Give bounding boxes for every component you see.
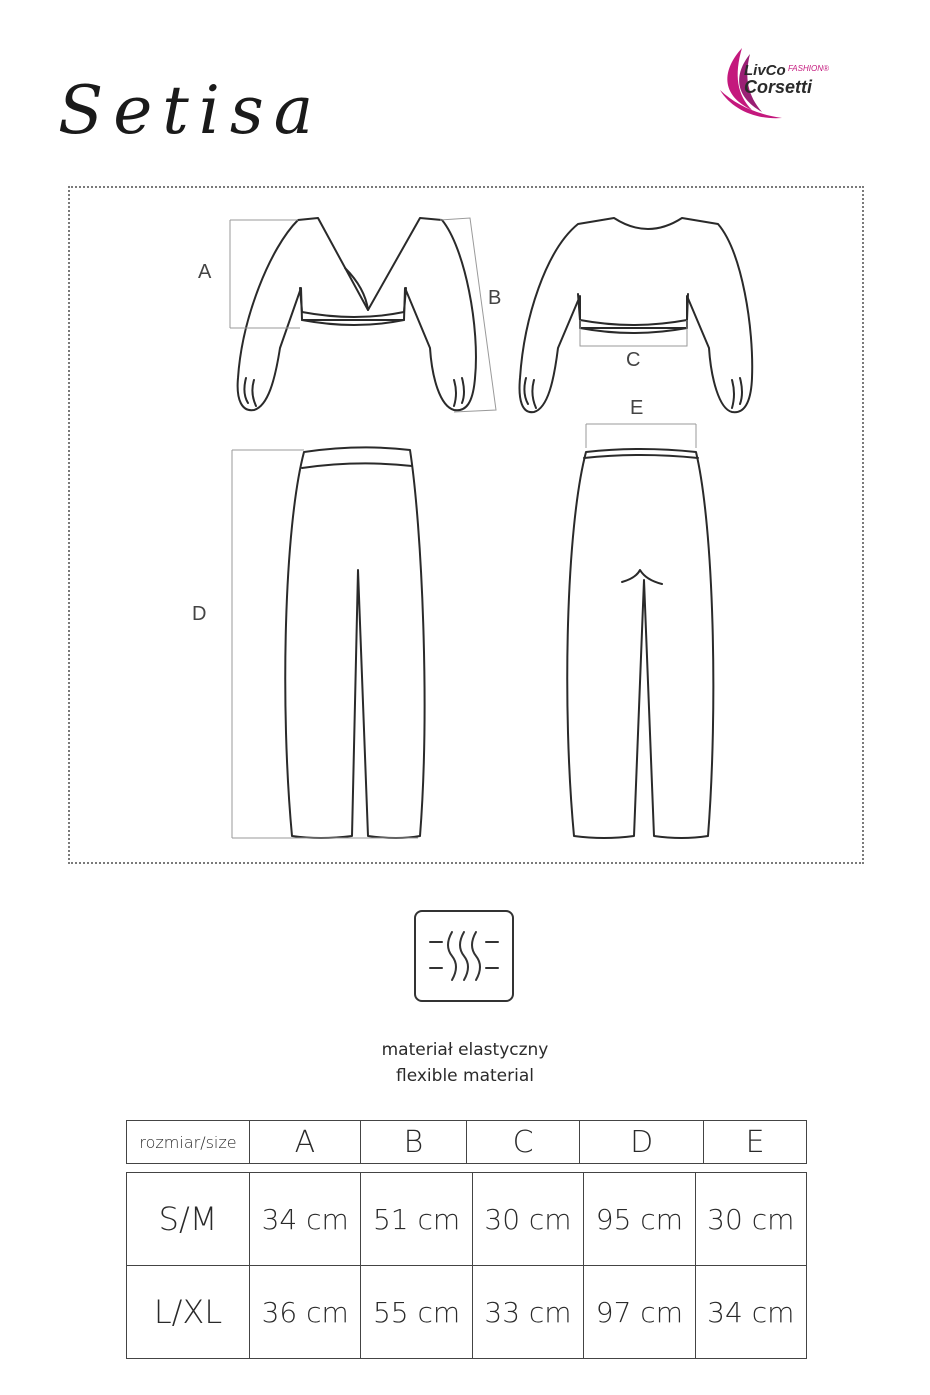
size-table	[126, 1172, 807, 1359]
table-row	[127, 1173, 807, 1266]
stretch-fabric-icon	[414, 910, 514, 1002]
value-cell: 36 cm	[250, 1266, 361, 1359]
header-cell: A	[250, 1121, 361, 1164]
value-cell: 30 cm	[695, 1173, 806, 1266]
garment-sketch	[70, 188, 862, 862]
material-label-en: flexible material	[396, 1066, 534, 1086]
value-cell: 33 cm	[472, 1266, 583, 1359]
garment-diagram	[68, 186, 864, 864]
header-cell: rozmiar/size	[127, 1121, 250, 1164]
front-trousers-sketch	[285, 447, 424, 838]
value-cell: 51 cm	[361, 1173, 472, 1266]
back-top-sketch	[520, 218, 753, 412]
back-trousers-sketch	[567, 449, 713, 838]
material-label-pl: materiał elastyczny	[381, 1040, 549, 1060]
header-cell: B	[360, 1121, 466, 1164]
label-C: C	[626, 349, 641, 371]
brand-line1: LivCo	[744, 62, 786, 79]
value-cell: 34 cm	[695, 1266, 806, 1359]
header-cell: E	[704, 1121, 807, 1164]
label-E: E	[630, 397, 644, 419]
size-cell: L/XL	[127, 1266, 250, 1359]
value-cell: 55 cm	[361, 1266, 472, 1359]
brand-logo	[712, 40, 872, 130]
value-cell: 97 cm	[584, 1266, 695, 1359]
label-A: A	[198, 261, 212, 283]
header-cell: D	[580, 1121, 704, 1164]
brand-tag: FASHION®	[788, 64, 829, 73]
value-cell: 34 cm	[250, 1173, 361, 1266]
size-cell: S/M	[127, 1173, 250, 1266]
value-cell: 30 cm	[472, 1173, 583, 1266]
product-title: Setisa	[58, 72, 324, 149]
label-B: B	[488, 287, 502, 309]
value-cell: 95 cm	[584, 1173, 695, 1266]
size-table-header	[126, 1120, 807, 1164]
brand-line2: Corsetti	[744, 77, 813, 97]
table-row	[127, 1266, 807, 1359]
front-top-sketch	[238, 218, 476, 410]
header-cell: C	[467, 1121, 580, 1164]
label-D: D	[192, 603, 207, 625]
table-row	[127, 1121, 807, 1164]
